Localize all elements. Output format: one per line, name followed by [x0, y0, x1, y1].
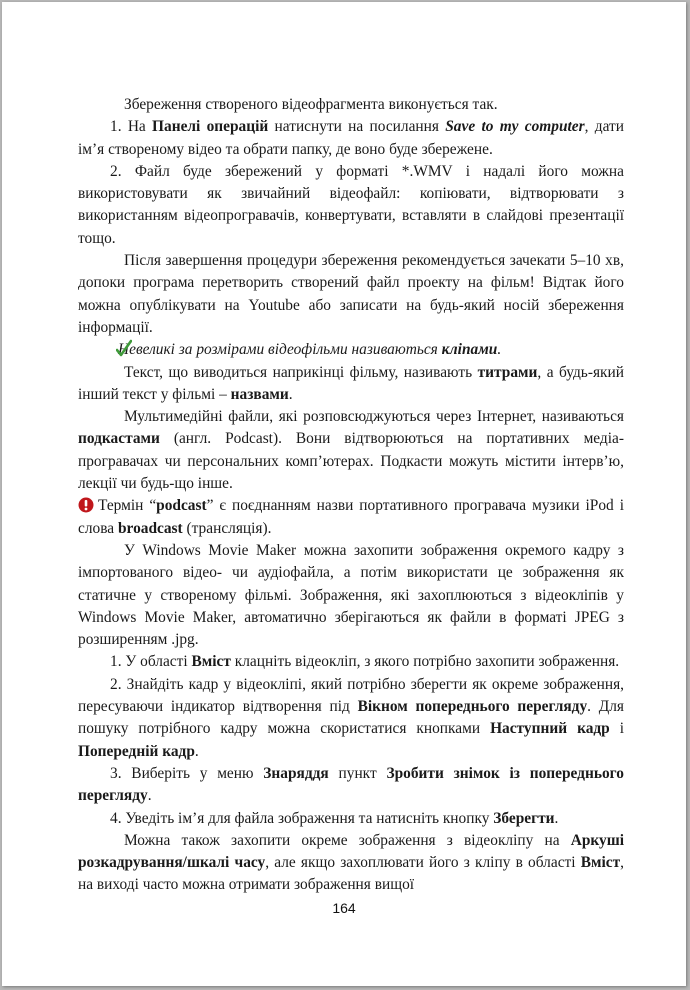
check-icon — [116, 339, 132, 359]
after-save-paragraph: Після завершення процедури збереження рекомендується зачекати 5–10 хв, допоки програма перетворить створений файл проекту на фільм! Відтак його можна опублікувати на Youtube або записати на будь-який носій збереження інформації. — [78, 252, 624, 336]
page-content — [78, 94, 624, 897]
capture-step-2: 2. Знайдіть кадр у відеокліпі, який потрібно зберегти як окреме зображення, пересуваючи індикатор відтворення під Вікном попереднього перегляду. Для пошуку потрібного кадру можна скористатися кнопками Наступний кадр і Попередній кадр. — [78, 675, 625, 760]
capture-step-3: 3. Виберіть у меню Знаряддя пункт Зробити знімок із попереднього перегляду. — [78, 764, 624, 805]
step-2-paragraph: 2. Файл буде збережений у форматі *.WMV і надалі його можна використовувати як звичайний відеофайл: копіювати, відтворювати з використанням відеопрогравачів, конвертувати, вставляти в слайдові презентації тощо. — [78, 162, 624, 247]
page-sheet — [2, 2, 686, 986]
capture-step-1: 1. У області Вміст клацніть відеокліп, з якого потрібно захопити зображення. — [110, 653, 620, 671]
step-1-paragraph: 1. На Панелі операцій натиснути на посилання Save to my computer, дати ім’я створеному відео та обрати папку, де воно буде збережене. — [78, 118, 624, 158]
podcast-term-paragraph: Термін “podcast” є поєднанням назви портативного програвача музики iPod і слова broadcast (трансляція). — [78, 497, 624, 537]
page-number: 164 — [332, 900, 356, 916]
clips-note: Невеликі за розмірами відеофільми називаються кліпами. — [118, 341, 502, 359]
intro-paragraph: Збереження створеного відеофрагмента виконується так. — [124, 96, 498, 113]
podcasts-paragraph: Мультимедійні файли, які розповсюджуються через Інтернет, називаються подкастами (англ. Podcast). Вони відтворюються на портативних медіа-програвачах чи персональних комп’ютерах. Подкасти можуть містити інтерв’ю, лекції чи будь-що інше. — [78, 408, 624, 493]
warning-icon — [78, 497, 94, 513]
timeline-paragraph: Можна також захопити окреме зображення з відеокліпу на Аркуші розкадрування/шкалі часу, але якщо захоплювати його з кліпу в області Вміст, на виході часто можна отримати зображення вищої — [78, 831, 624, 894]
capture-intro-paragraph: У Windows Movie Maker можна захопити зображення окремого кадру з імпортованого відео- чи аудіофайла, а потім використати це зображення як статичне у створеному фільмі. Зображення, які захоплюються з відеокліпів у Windows Movie Maker, автоматично зберігаються як файли в форматі JPEG з розширенням .jpg. — [78, 541, 624, 649]
titles-paragraph: Текст, що виводиться наприкінці фільму, називають титрами, а будь-який інший текст у фільмі – назвами. — [78, 363, 624, 403]
capture-step-4: 4. Уведіть ім’я для файла зображення та натисніть кнопку Зберегти. — [110, 809, 559, 827]
